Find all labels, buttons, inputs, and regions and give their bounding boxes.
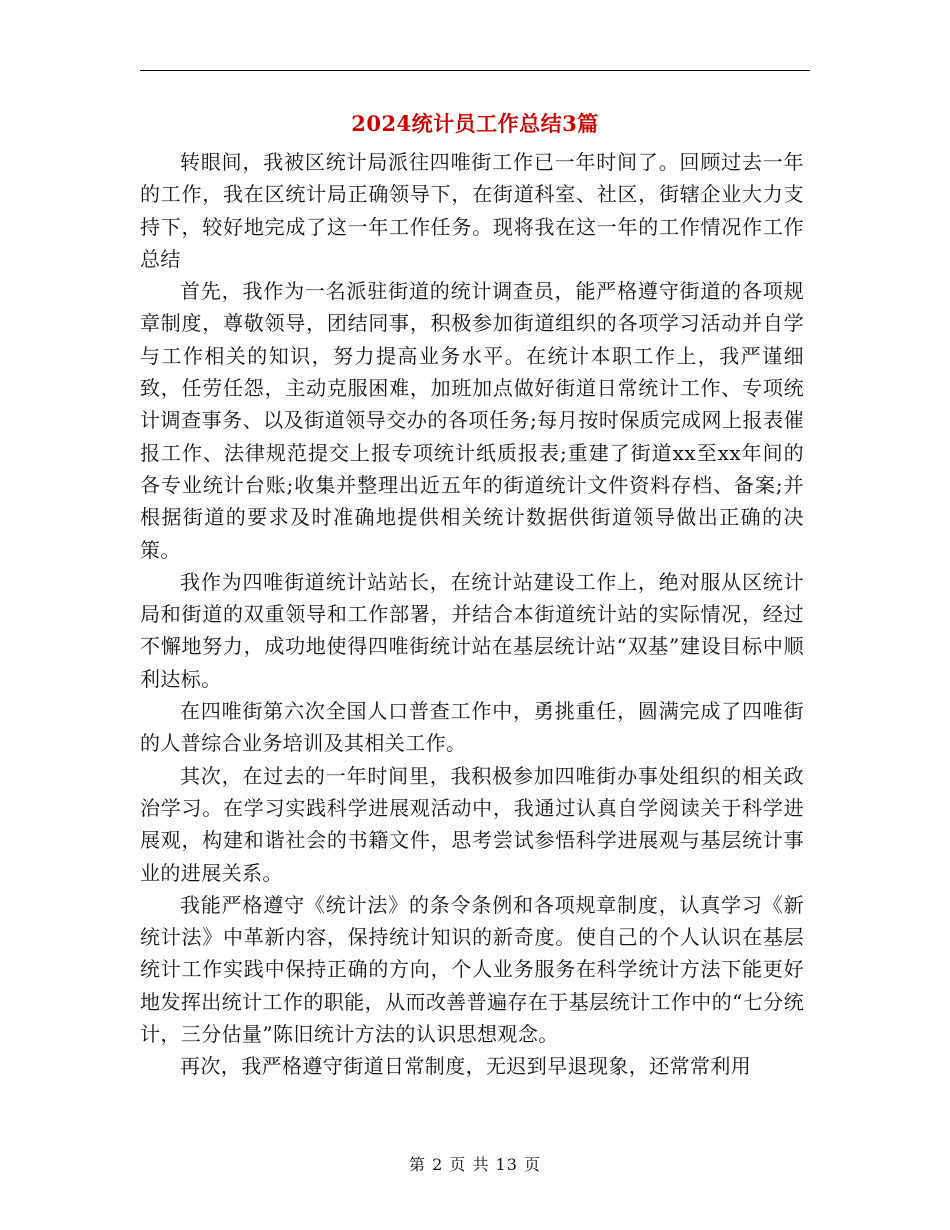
paragraph-7: 再次，我严格遵守街道日常制度，无迟到早退现象，还常常利用 xyxy=(180,1054,752,1079)
paragraph-2: 首先，我作为一名派驻街道的统计调查员，能严格遵守街道的各项规章制度，尊敬领导，团结同事，积极参加街道组织的各项学习活动并自学与工作相关的知识，努力提高业务水平。在统计本职工作上，我严谨细致，任劳任怨，主动克服困难，加班加点做好街道日常统计工作、专项统计调查事务、以及街道领导交办的各项任务;每月按时保质完成网上报表催报工作、法律规范提交上报专项统计纸质报表;重建了街道xx至xx年间的各专业统计台账;收集并整理出近五年的街道统计文件资料存档、备案;并根据街道的要求及时准确地提供相关统计数据供街道领导做出正确的决策。 xyxy=(140,279,804,562)
document-body xyxy=(140,146,804,1083)
document-title: 2024统计员工作总结3篇 xyxy=(351,111,599,136)
page-number-footer: 第 2 页 共 13 页 xyxy=(409,1155,541,1174)
paragraph-4: 在四唯街第六次全国人口普查工作中，勇挑重任，圆满完成了四唯街的人普综合业务培训及其相关工作。 xyxy=(140,699,804,756)
paragraph-6: 我能严格遵守《统计法》的条令条例和各项规章制度，认真学习《新统计法》中革新内容，保持统计知识的新奇度。使自己的个人认识在基层统计工作实践中保持正确的方向，个人业务服务在科学统计方法下能更好地发挥出统计工作的职能，从而改善普遍存在于基层统计工作中的“七分统计，三分估量”陈旧统计方法的认识思想观念。 xyxy=(140,892,804,1047)
header-rule xyxy=(140,70,810,71)
paragraph-5: 其次，在过去的一年时间里，我积极参加四唯街办事处组织的相关政治学习。在学习实践科学进展观活动中，我通过认真自学阅读关于科学进展观，构建和谐社会的书籍文件，思考尝试参悟科学进展观与基层统计事业的进展关系。 xyxy=(140,763,804,885)
paragraph-1: 转眼间，我被区统计局派往四唯街工作已一年时间了。回顾过去一年的工作，我在区统计局正确领导下，在街道科室、社区，街辖企业大力支持下，较好地完成了这一年工作任务。现将我在这一年的工作情况作工作总结 xyxy=(140,150,804,271)
paragraph-3: 我作为四唯街道统计站站长，在统计站建设工作上，绝对服从区统计局和街道的双重领导和工作部署，并结合本街道统计站的实际情况，经过不懈地努力，成功地使得四唯街统计站在基层统计站“双基”建设目标中顺利达标。 xyxy=(140,569,804,691)
